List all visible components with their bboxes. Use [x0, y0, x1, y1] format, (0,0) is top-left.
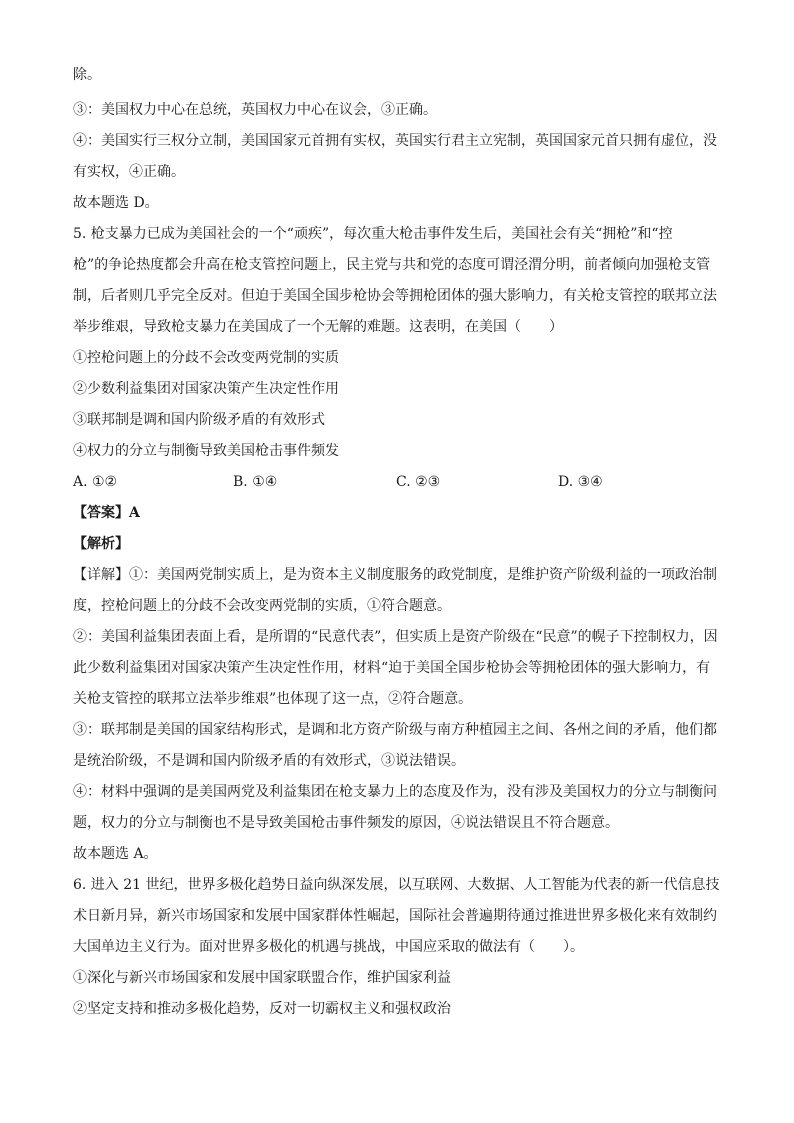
statement-3: ③联邦制是调和国内阶级矛盾的有效形式 — [73, 412, 325, 428]
text-line: 此少数利益集团对国家决策产生决定性作用，材料“迫于美国全国步枪协会等拥枪团体的强大影响力，有 — [73, 660, 711, 676]
text-line: 关枪支管控的联邦立法举步维艰”也体现了这一点，②符合题意。 — [73, 691, 473, 707]
text-line: 举步维艰，导致枪支暴力在美国成了一个无解的难题。这表明，在美国（ ） — [73, 319, 563, 335]
text-line: 枪”的争论热度都会升高在枪支管控问题上，民主党与共和党的态度可谓泾渭分明，前者倾向加强枪支管 — [73, 257, 711, 273]
text-line: 是统治阶级，不是调和国内阶级矛盾的有效形式，③说法错误。 — [73, 753, 465, 769]
text-line: 术日新月异，新兴市场国家和发展中国家群体性崛起，国际社会普遍期待通过推进世界多极化来有效制约 — [73, 908, 717, 924]
option-a: A. ①② — [73, 474, 118, 490]
analysis-label: 【解析】 — [73, 536, 129, 552]
option-d: D. ③④ — [558, 474, 603, 490]
text-line: 故本题选 D。 — [73, 195, 159, 211]
text-line: 有实权，④正确。 — [73, 164, 185, 180]
text-line: ④：美国实行三权分立制，美国国家元首拥有实权，英国实行君主立宪制，英国国家元首只拥有虚位，没 — [73, 133, 717, 149]
statement-1: ①控枪问题上的分歧不会改变两党制的实质 — [73, 350, 339, 366]
statement-2: ②少数利益集团对国家决策产生决定性作用 — [73, 381, 339, 397]
question-5-stem: 5. 枪支暴力已成为美国社会的一个“顽疾”，每次重大枪击事件发生后，美国社会有关“拥枪”和“控 — [73, 226, 673, 242]
text-line: 制，后者则几乎完全反对。但迫于美国全国步枪协会等拥枪团体的强大影响力，有关枪支管控的联邦立法 — [73, 288, 717, 304]
text-line: 除。 — [73, 67, 101, 83]
text-line: 故本题选 A。 — [73, 846, 158, 862]
text-line: 【详解】①：美国两党制实质上，是为资本主义制度服务的政党制度，是维护资产阶级利益的一项政治制 — [73, 567, 717, 583]
text-line: 大国单边主义行为。面对世界多极化的机遇与挑战，中国应采取的做法有（ ）。 — [73, 939, 584, 955]
statement-4: ④权力的分立与制衡导致美国枪击事件频发 — [73, 443, 339, 459]
option-c: C. ②③ — [396, 474, 441, 490]
text-line: ②：美国利益集团表面上看，是所谓的“民意代表”，但实质上是资产阶级在“民意”的幌子下控制权力，因 — [73, 629, 718, 645]
statement-2: ②坚定支持和推动多极化趋势，反对一切霸权主义和强权政治 — [73, 1001, 451, 1017]
text-line: ③：联邦制是美国的国家结构形式，是调和北方资产阶级与南方种植园主之间、各州之间的矛盾，他们都 — [73, 722, 717, 738]
option-b: B. ①④ — [233, 474, 278, 490]
text-line: 题，权力的分立与制衡也不是导致美国枪击事件频发的原因，④说法错误且不符合题意。 — [73, 815, 619, 831]
statement-1: ①深化与新兴市场国家和发展中国家联盟合作，维护国家利益 — [73, 970, 451, 986]
answer-label: 【答案】A — [73, 505, 140, 521]
text-line: ③：美国权力中心在总统，英国权力中心在议会，③正确。 — [73, 102, 437, 118]
question-6-stem: 6. 进入 21 世纪，世界多极化趋势日益向纵深发展，以互联网、大数据、人工智能为代表的新一代信息技 — [73, 877, 720, 893]
text-line: ④：材料中强调的是美国两党及利益集团在枪支暴力上的态度及作为，没有涉及美国权力的分立与制衡问 — [73, 784, 717, 800]
text-line: 度，控枪问题上的分歧不会改变两党制的实质，①符合题意。 — [73, 598, 451, 614]
